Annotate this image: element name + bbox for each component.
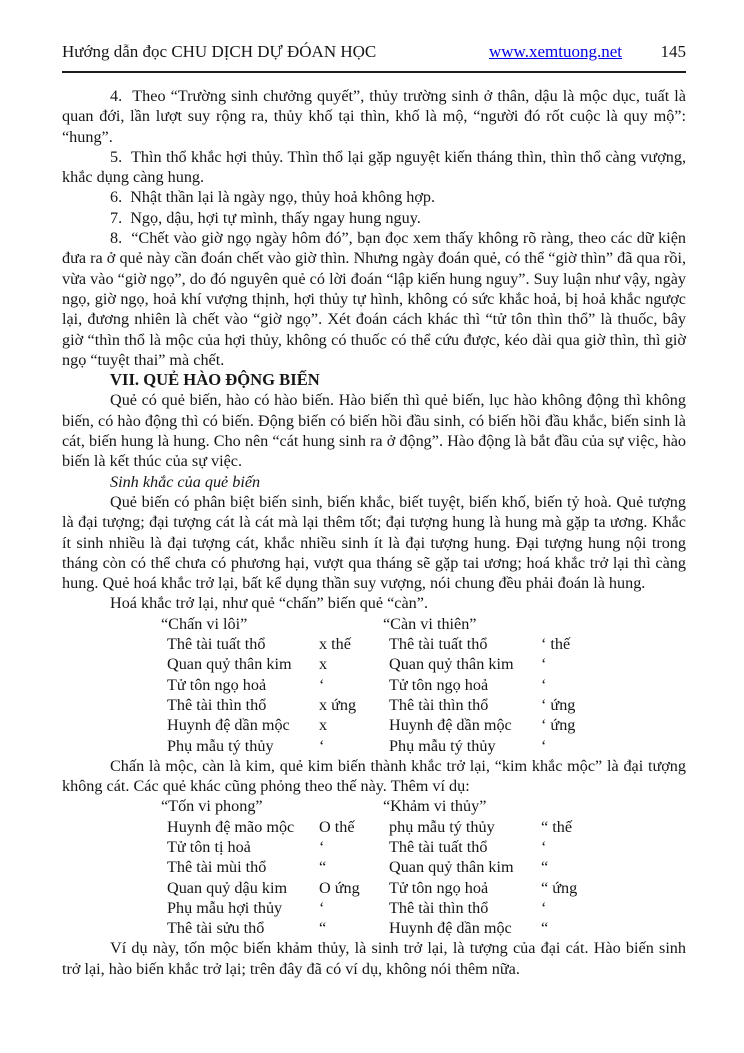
- spacer: [319, 614, 389, 634]
- hexagram-line-mark: x: [319, 655, 328, 674]
- spacer: [541, 796, 686, 816]
- table-row: [167, 695, 686, 715]
- hexagram-line-label: Huynh đệ dần mộc: [389, 919, 512, 938]
- table-header-row: [161, 796, 686, 816]
- table-row: [167, 918, 686, 938]
- hexagram-line-label: Thê tài thìn thổ: [389, 898, 489, 917]
- book-title: Hướng dẫn đọc CHU DỊCH DỰ ĐÓAN HỌC: [62, 42, 377, 61]
- table-row: [167, 878, 686, 898]
- numbered-item-8: 8. “Chết vào giờ ngọ ngày hôm đó”, bạn đọc xem thấy không rõ ràng, theo các dữ kiện đưa ra ở quẻ này cần đoán chết vào giờ thìn. Nhưng ngày đoán quẻ, có thể “giờ thìn” đã qua rồi, vừa vào “giờ ngọ”, do đó nguyên quẻ có lời đoán “lập kiến hung nguy”. Suy luận như vậy, ngày ngọ, giờ ngọ, hoả khí vượng thịnh, hợi thủy tự hình, không có sức khắc hoả, bị hoả khắc ngược lại, đương nhiên là chết vào “giờ ngọ”. Xét đoán cách khác thì “tử tôn thìn thổ” là thuốc, bây giờ “thìn thổ là mộc của hợi thủy, không có thuốc có thể cứu được, kéo dài qua giờ thìn, thì giờ ngọ “tuyệt thai” mà chết.: [62, 229, 686, 369]
- table-row: [167, 817, 686, 837]
- page-header: [62, 42, 686, 73]
- hexagram-line-mark: ‘: [319, 837, 325, 856]
- hexagram-line-mark: x ứng: [319, 695, 357, 714]
- hexagram-line-mark: x: [319, 716, 328, 735]
- table-row: [167, 736, 686, 756]
- hexagram-line-label: Tử tôn ngọ hoả: [389, 878, 489, 897]
- hexagram-line-label: Huynh đệ dần mộc: [389, 716, 512, 735]
- numbered-item-5: 5. Thìn thổ khắc hợi thủy. Thìn thổ lại gặp nguyệt kiến tháng thìn, thìn thổ càng vượng, khắc dụng càng hung.: [62, 147, 686, 187]
- table-row: [167, 857, 686, 877]
- hexagram-line-mark: “ thế: [541, 817, 573, 836]
- hexagram-title-text: “Tốn vi phong”: [161, 797, 263, 816]
- hexagram-line-mark: ‘ ứng: [541, 716, 576, 735]
- page-number: 145: [660, 42, 686, 61]
- table-row: [167, 898, 686, 918]
- hexagram-line-label: Phụ mẫu tý thủy: [389, 736, 496, 755]
- paragraph-que-bien: Quẻ có quẻ biến, hào có hào biến. Hào biến thì quẻ biến, lục hào không động thì không biến, có hào động thì có biến. Động biến có biến hồi đầu sinh, có biến hồi đầu khắc, biến sinh là cát, biến hung là hung. Cho nên “cát hung sinh ra ở động”. Hào động là bắt đầu của sự việc, hào biến là kết thúc của sự việc.: [62, 391, 686, 471]
- hexagram-line-label: Quan quỷ thân kim: [167, 655, 292, 674]
- hexagram-line-mark: “: [319, 919, 327, 938]
- numbered-item-4: 4. Theo “Trường sinh chưởng quyết”, thủy trường sinh ở thân, dậu là mộc dục, tuất là quan đới, lần lượt suy rộng ra, thủy khố tại thìn, khố là mộ, “người đó rốt cuộc là quy mộ”: “hung”.: [62, 87, 686, 146]
- paragraph-sinh-khac: Quẻ biến có phân biệt biến sinh, biến khắc, biết tuyệt, biến khố, biến tỷ hoà. Quẻ tượng là đại tượng; đại tượng cát là cát mà lại thêm tốt; đại tượng hung là hung mà gặp ta ương. Khắc ít sinh nhiều là đại tượng cát, khắc nhiều sinh ít là đại tượng hung. Đại tượng hung nội trong tháng còn có thể chưa có phương hại, vượt qua tháng sẽ gặp tai ương; hoá khắc trở lại thì càng hung. Quẻ hoá khắc trở lại, bất kể dụng thần suy vượng, nói chung đều phải đoán là hung.: [62, 492, 686, 593]
- hexagram-line-label: Tử tôn tị hoả: [167, 837, 251, 856]
- paragraph-hoa-khac: Hoá khắc trở lại, như quẻ “chấn” biến quẻ “càn”.: [110, 594, 429, 613]
- hexagram-line-mark: ‘: [541, 736, 547, 755]
- hexagram-line-label: Huynh đệ dần mộc: [167, 716, 290, 735]
- table-row: [167, 837, 686, 857]
- hexagram-title-text: “Càn vi thiên”: [383, 614, 477, 633]
- hexagram-line-label: Thê tài mùi thổ: [167, 858, 267, 877]
- hexagram-line-label: Huynh đệ mão mộc: [167, 817, 295, 836]
- hexagram-line-mark: O ứng: [319, 878, 360, 897]
- hexagram-line-mark: ‘ ứng: [541, 695, 576, 714]
- numbered-item-6: 6. Nhật thần lại là ngày ngọ, thủy hoả không hợp.: [110, 188, 436, 207]
- hexagram-title-text: “Khảm vi thủy”: [383, 797, 487, 816]
- hexagram-line-label: Phụ mẫu hợi thủy: [167, 898, 283, 917]
- hexagram-line-label: Quan quỷ thân kim: [389, 655, 514, 674]
- hexagram-line-mark: ‘: [541, 675, 547, 694]
- hexagram-line-mark: ‘: [541, 655, 547, 674]
- section-heading: VII. QUẺ HÀO ĐỘNG BIẾN: [110, 370, 320, 390]
- hexagram-title-left: [161, 614, 319, 634]
- hexagram-line-mark: ‘: [319, 898, 325, 917]
- hexagram-table-chan-can: [161, 614, 686, 756]
- hexagram-title-left: [161, 796, 319, 816]
- hexagram-title-right: [383, 796, 541, 816]
- paragraph-vi-du: Ví dụ này, tốn mộc biến khảm thủy, là sinh trở lại, là tượng của đại cát. Hào biến sinh trở lại, hào biến khắc trở lại; trên đây đã có ví dụ, không nói thêm nữa.: [62, 939, 686, 978]
- hexagram-title-right: [383, 614, 541, 634]
- website-link[interactable]: www.xemtuong.net: [489, 42, 622, 61]
- hexagram-line-mark: ‘: [541, 837, 547, 856]
- document-body: [62, 86, 686, 979]
- hexagram-line-label: Thê tài thìn thổ: [167, 695, 267, 714]
- hexagram-line-mark: ‘: [319, 736, 325, 755]
- hexagram-line-mark: O thế: [319, 817, 355, 836]
- paragraph-chan-moc: Chấn là mộc, càn là kim, quẻ kim biến thành khắc trở lại, “kim khắc mộc” là đại tượng không cát. Các quẻ khác cũng phỏng theo thế này. Thêm ví dụ:: [62, 756, 686, 796]
- hexagram-line-mark: ‘: [319, 675, 325, 694]
- hexagram-line-mark: “: [541, 858, 549, 877]
- hexagram-line-mark: “: [541, 919, 549, 938]
- table-row: [167, 654, 686, 674]
- table-row: [167, 634, 686, 654]
- hexagram-line-label: Thê tài tuất thổ: [167, 635, 266, 654]
- hexagram-line-label: Thê tài tuất thổ: [389, 635, 488, 654]
- hexagram-line-label: Phụ mẫu tý thủy: [167, 736, 274, 755]
- table-row: [167, 715, 686, 735]
- table-header-row: [161, 614, 686, 634]
- hexagram-line-label: Thê tài thìn thổ: [389, 695, 489, 714]
- hexagram-line-mark: x thế: [319, 635, 351, 654]
- hexagram-line-label: Tử tôn ngọ hoả: [389, 675, 489, 694]
- hexagram-line-label: Thê tài tuất thổ: [389, 837, 488, 856]
- hexagram-table-ton-kham: [161, 796, 686, 938]
- hexagram-line-label: Thê tài sửu thổ: [167, 919, 265, 938]
- hexagram-line-label: Quan quỷ thân kim: [389, 858, 514, 877]
- hexagram-line-mark: ‘: [541, 898, 547, 917]
- table-row: [167, 675, 686, 695]
- hexagram-line-label: Tử tôn ngọ hoả: [167, 675, 267, 694]
- hexagram-line-mark: “: [319, 858, 327, 877]
- hexagram-line-mark: ‘ thế: [541, 635, 571, 654]
- spacer: [541, 614, 686, 634]
- hexagram-line-label: Quan quỷ dậu kim: [167, 878, 288, 897]
- hexagram-line-label: phụ mẫu tý thủy: [389, 817, 495, 836]
- spacer: [319, 796, 389, 816]
- hexagram-line-mark: “ ứng: [541, 878, 578, 897]
- numbered-item-7: 7. Ngọ, dậu, hợi tự mình, thấy ngay hung nguy.: [110, 208, 421, 227]
- hexagram-title-text: “Chấn vi lôi”: [161, 614, 248, 633]
- sub-heading-sinh-khac: Sinh khắc của quẻ biến: [110, 472, 261, 491]
